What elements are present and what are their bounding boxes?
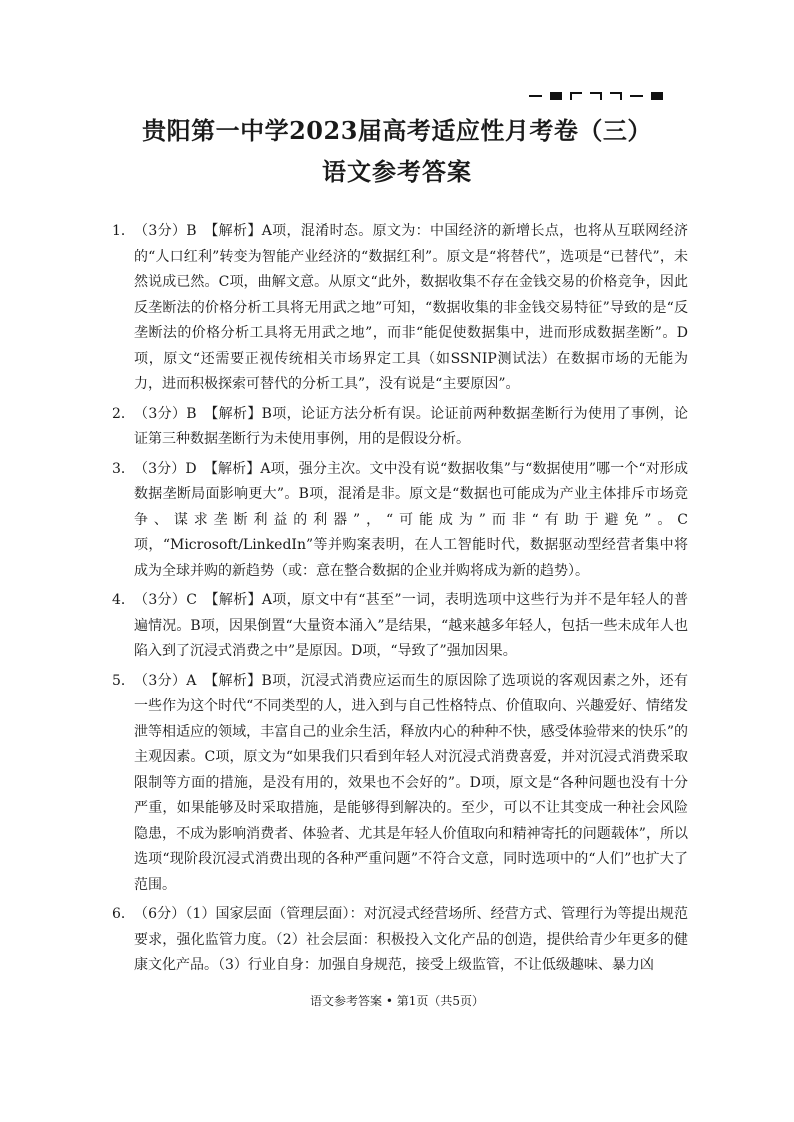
answer-number: 6． [112, 906, 135, 922]
header-marks [529, 90, 671, 100]
answer-number: 4． [112, 592, 135, 608]
answer-text: （6分）（1）国家层面（管理层面）：对沉浸式经营场所、经营方式、管理行为等提出规范要求，强化监管力度。（2）社会层面：积极投入文化产品的创造，提供给青少年更多的健康文化产品。（3）行业自身：加强自身规范，接受上级监管，不让低级趣味、暴力凶 [134, 906, 688, 973]
answer-text: （3分）A 【解析】B项，沉浸式消费应运而生的原因除了选项说的客观因素之外，还有一些作为这个时代“不同类型的人，进入到与自己性格特点、价值取向、兴趣爱好、情绪发泄等相适应的领域，丰富自己的业余生活，释放内心的种种不快，感受体验带来的快乐”的主观因素。C项，原文为“如果我们只看到年轻人对沉浸式消费喜爱，并对沉浸式消费采取限制等方面的措施，是没有用的，效果也不会好的”。D项，原文是“各种问题也没有十分严重，如果能够及时采取措施，是能够得到解决的。至少，可以不让其变成一种社会风险隐患，不成为影响消费者、体验者、尤其是年轻人价值取向和精神寄托的问题载体”，所以选项“现阶段沉浸式消费出现的各种严重问题”不符合文意，同时选项中的“人们”也扩大了范围。 [134, 672, 688, 893]
answer-number: 5． [112, 672, 135, 689]
answer-number: 1． [112, 223, 135, 239]
mark-corner [590, 92, 602, 100]
mark-block [550, 92, 562, 100]
answer-item [112, 402, 688, 453]
answer-list [112, 219, 688, 983]
mark-corner [610, 92, 622, 100]
answer-item [112, 457, 688, 585]
answer-item [112, 902, 688, 979]
mark-corner [570, 92, 582, 100]
mark-block [651, 92, 663, 100]
page-footer: 语文参考答案 • 第1页（共5页） [310, 994, 484, 1008]
mark-dash [529, 95, 542, 97]
answer-text: （3分）B 【解析】A项，混淆时态。原文为：中国经济的新增长点，也将从互联网经济的“人口红利”转变为智能产业经济的“数据红利”。原文是“将替代”，选项是“已替代”，未然说成已然。C项，曲解文意。从原文“此外，数据收集不存在金钱交易的价格竞争，因此反垄断法的价格分析工具将无用武之地”可知，“数据收集的非金钱交易特征”导致的是“反垄断法的价格分析工具将无用武之地”，而非“能促使数据集中，进而形成数据垄断”。D项，原文“还需要正视传统相关市场界定工具（如SSNIP测试法）在数据市场的无能为力，进而积极探索可替代的分析工具”，没有说是“主要原因”。 [134, 223, 688, 392]
mark-dash [630, 95, 643, 97]
page-title: 贵阳第一中学2023届高考适应性月考卷（三） [142, 116, 652, 145]
answer-text: （3分）C 【解析】A项，原文中有“甚至”一词，表明选项中这些行为并不是年轻人的普遍情况。B项，因果倒置“大量资本涌入”是结果，“越来越多年轻人，包括一些未成年人也陷入到了沉浸式消费之中”是原因。D项，“导致了”强加因果。 [134, 592, 688, 659]
answer-item [112, 219, 688, 398]
answer-text: （3分）D 【解析】A项，强分主次。文中没有说“数据收集”与“数据使用”哪一个“对形成数据垄断局面影响更大”。B项，混淆是非。原文是“数据也可能成为产业主体排斥市场竞争、谋求垄断利益的利器”，“可能成为”而非“有助于避免”。C项，“Microsoft/LinkedIn”等并购案表明，在人工智能时代，数据驱动型经营者集中将成为全球并购的新趋势（或：意在整合数据的企业并购将成为新的趋势）。 [134, 460, 688, 579]
answer-number: 2． [112, 405, 135, 422]
answer-item [112, 588, 688, 665]
answer-item [112, 669, 688, 899]
answer-text: （3分）B 【解析】B项，论证方法分析有误。论证前两种数据垄断行为使用了事例，论证第三种数据垄断行为未使用事例，用的是假设分析。 [134, 405, 688, 447]
page-subtitle: 语文参考答案 [322, 157, 472, 186]
answer-number: 3． [112, 460, 135, 477]
